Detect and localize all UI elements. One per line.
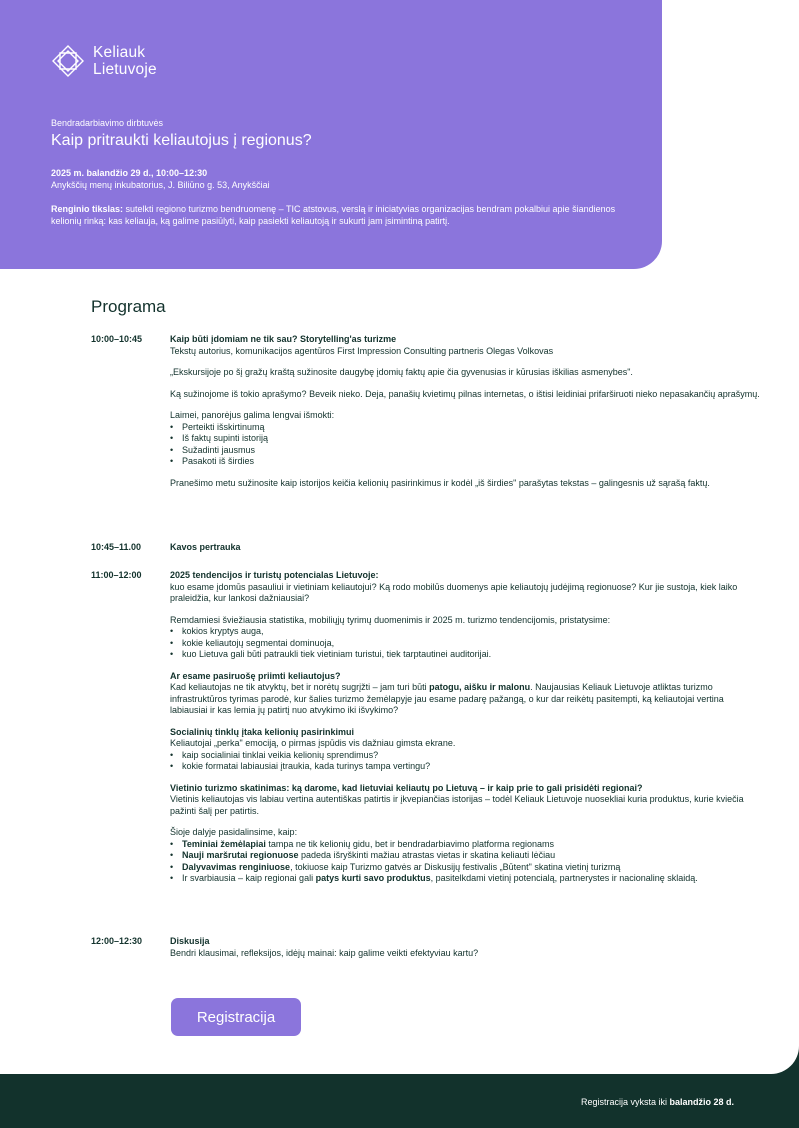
event-location: Anykščių menų inkubatorius, J. Biliūno g. 53, Anykščiai: [51, 180, 270, 190]
session-title: Diskusija: [170, 936, 210, 946]
session-time: 12:00–12:30: [91, 936, 143, 946]
initiatives-list: [170, 839, 760, 885]
text-bold: patys kurti savo produktus: [315, 873, 431, 883]
session-paragraph: Ką sužinojome iš tokio aprašymo? Beveik nieko. Deja, panašių kvietimų pilnas internetas, o ištisi leidiniai prifarširuoti nieko nepasakančių aprašymų.: [170, 388, 760, 399]
footer-date: balandžio 28 d.: [669, 1097, 735, 1107]
text-segment: Ir svarbiausia – kaip regionai gali: [182, 873, 316, 883]
session-time: 10:45–11.00: [91, 542, 142, 552]
session-speaker: Tekstų autorius, komunikacijos agentūros First Impression Consulting partneris Olegas Volkovas: [170, 345, 554, 356]
text-segment: . Naujausias Keliauk Lietuvoje atliktas turizmo infrastruktūros tyrimas parodė, kur šalies turizmo žemėlapyje jau esame padarę pažangą, o kur dar reikėtų pasitempti, ką keliautojai vertina labiausiai ir kas lemia jų patirtį nuo atvykimo iki išvykimo?: [170, 682, 724, 715]
subsection-title: Ar esame pasiruošę priimti keliautojus?: [170, 670, 341, 681]
session-body: [170, 542, 760, 554]
event-header: [0, 0, 662, 269]
list-item: • Sužadinti jausmus: [170, 445, 760, 457]
session-quote: „Ekskursijoje po šį gražų kraštą sužinosite daugybę įdomių faktų apie čia gyvenusias ir kūrusias iškilias asmenybes".: [170, 367, 633, 377]
text-bold: patogu, aišku ir malonu: [429, 682, 531, 692]
event-title: Kaip pritraukti keliautojus į regionus?: [51, 132, 312, 149]
text-segment: , pasitelkdami vietinį potencialą, partnerystes ir nacionalinę sklaidą.: [430, 873, 698, 883]
text-segment: padeda išryškinti mažiau atrastas vietas ir skatina keliauti lėčiau: [298, 850, 556, 860]
session-paragraph: Laimei, panorėjus galima lengvai išmokti:: [170, 410, 335, 420]
goal-label: Renginio tikslas:: [51, 204, 124, 214]
footer-text: Registracija vyksta iki: [581, 1097, 670, 1107]
skills-list: [170, 422, 760, 468]
list-item: [170, 839, 760, 851]
list-item: • kuo Lietuva gali būti patraukli tiek vietiniam turistui, tiek tarptautinei auditorijai.: [170, 649, 760, 661]
list-item: • kokios kryptys auga,: [170, 626, 760, 638]
subsection-title: Vietinio turizmo skatinimas: ką darome, kad lietuviai keliautų po Lietuvą – ir kaip prie to gali prisidėti regionai?: [170, 782, 643, 793]
list-item: • Iš faktų supinti istoriją: [170, 433, 760, 445]
session-paragraph: Šioje dalyje pasidalinsime, kaip:: [170, 827, 298, 837]
text-segment: , tokiuose kaip Turizmo gatvės ar Diskusijų festivalis „Būtent" skatina vietinį turizmą: [290, 861, 621, 872]
subsection-title: Socialinių tinklų įtaka kelionių pasirinkimui: [170, 726, 355, 737]
list-item: • Pasakoti iš širdies: [170, 456, 760, 468]
text-segment: Kad keliautojas ne tik atvyktų, bet ir norėtų sugrįžti – jam turi būti: [170, 682, 430, 692]
session-title: Kavos pertrauka: [170, 542, 241, 552]
brand-logo: [51, 44, 157, 78]
list-item: • Perteikti išskirtinumą: [170, 422, 760, 434]
list-item: [170, 862, 760, 874]
session-title: Kaip būti įdomiam ne tik sau? Storytelling'as turizme: [170, 334, 397, 344]
session-title: 2025 tendencijos ir turistų potencialas Lietuvoje:: [170, 570, 379, 580]
list-item: • kaip socialiniai tinklai veikia kelionių sprendimus?: [170, 750, 760, 762]
session-body: [170, 936, 760, 959]
list-item: [170, 850, 760, 862]
event-subtitle: Bendradarbiavimo dirbtuvės: [51, 118, 164, 128]
session-time: 11:00–12:00: [91, 570, 142, 580]
brand-line1: Keliauk: [93, 44, 146, 61]
text-bold: Dalyvavimas renginiuose: [182, 861, 291, 872]
session-paragraph: Remdamiesi šviežiausia statistika, mobiliųjų tyrimų duomenimis ir 2025 m. turizmo tendencijomis, pristatysime:: [170, 614, 611, 625]
session-body: [170, 570, 760, 895]
session-paragraph: Vietinis keliautojas vis labiau vertina autentiškas patirtis ir įkvepiančias istorijas – todėl Keliauk Lietuvoje nuosekliai kuria produktus, kurie kviečia pažinti šalį per patirtis.: [170, 794, 744, 816]
brand-knot-icon: [51, 44, 85, 78]
event-date: 2025 m. balandžio 29 d., 10:00–12:30: [51, 168, 208, 178]
goal-text: sutelkti regiono turizmo bendruomenę – TIC atstovus, verslą ir iniciatyvias organizacijas bendram pokalbiui apie šiandienos kelionių rinką: kas keliauja, ką galime pasiūlyti, kaip pasiekti keliautoją ir sukurti jam įsimintiną patirtį.: [51, 204, 616, 226]
text-bold: Teminiai žemėlapiai: [182, 838, 266, 849]
session-paragraph: Keliautojai „perka" emociją, o pirmas įspūdis vis dažniau gimsta ekrane.: [170, 738, 456, 748]
social-list: [170, 750, 760, 773]
session-paragraph: Pranešimo metu sužinosite kaip istorijos keičia kelionių pasirinkimus ir kodėl „iš širdies" parašytas tekstas – galingesnis už sąrašą faktų.: [170, 477, 710, 488]
list-item: • kokie formatai labiausiai įtraukia, kada turinys tampa vertingu?: [170, 761, 760, 773]
text-segment: tampa ne tik kelionių gidu, bet ir bendradarbiavimo platforma regionams: [265, 838, 555, 849]
list-item: [170, 873, 760, 885]
session-paragraph: [170, 682, 760, 717]
program-title: Programa: [91, 297, 166, 316]
text-bold: Nauji maršrutai regionuose: [182, 850, 299, 860]
event-goal: [51, 203, 631, 227]
list-item: • kokie keliautojų segmentai dominuoja,: [170, 638, 760, 650]
session-paragraph: Bendri klausimai, refleksijos, idėjų mainai: kaip galime veikti efektyviau kartu?: [170, 947, 479, 958]
brand-name: [93, 44, 157, 78]
brand-line2: Lietuvoje: [93, 61, 157, 78]
trends-list: [170, 626, 760, 661]
register-button[interactable]: Registracija: [171, 998, 301, 1036]
session-body: [170, 334, 760, 499]
registration-deadline: [581, 1097, 734, 1107]
session-time: 10:00–10:45: [91, 334, 143, 344]
session-paragraph: kuo esame įdomūs pasauliui ir vietiniam keliautojui? Ką rodo mobilūs duomenys apie keliautojų judėjimą regionuose? Kur jie sustoja, kiek laiko praleidžia, kur lankosi dažniausiai?: [170, 581, 738, 603]
